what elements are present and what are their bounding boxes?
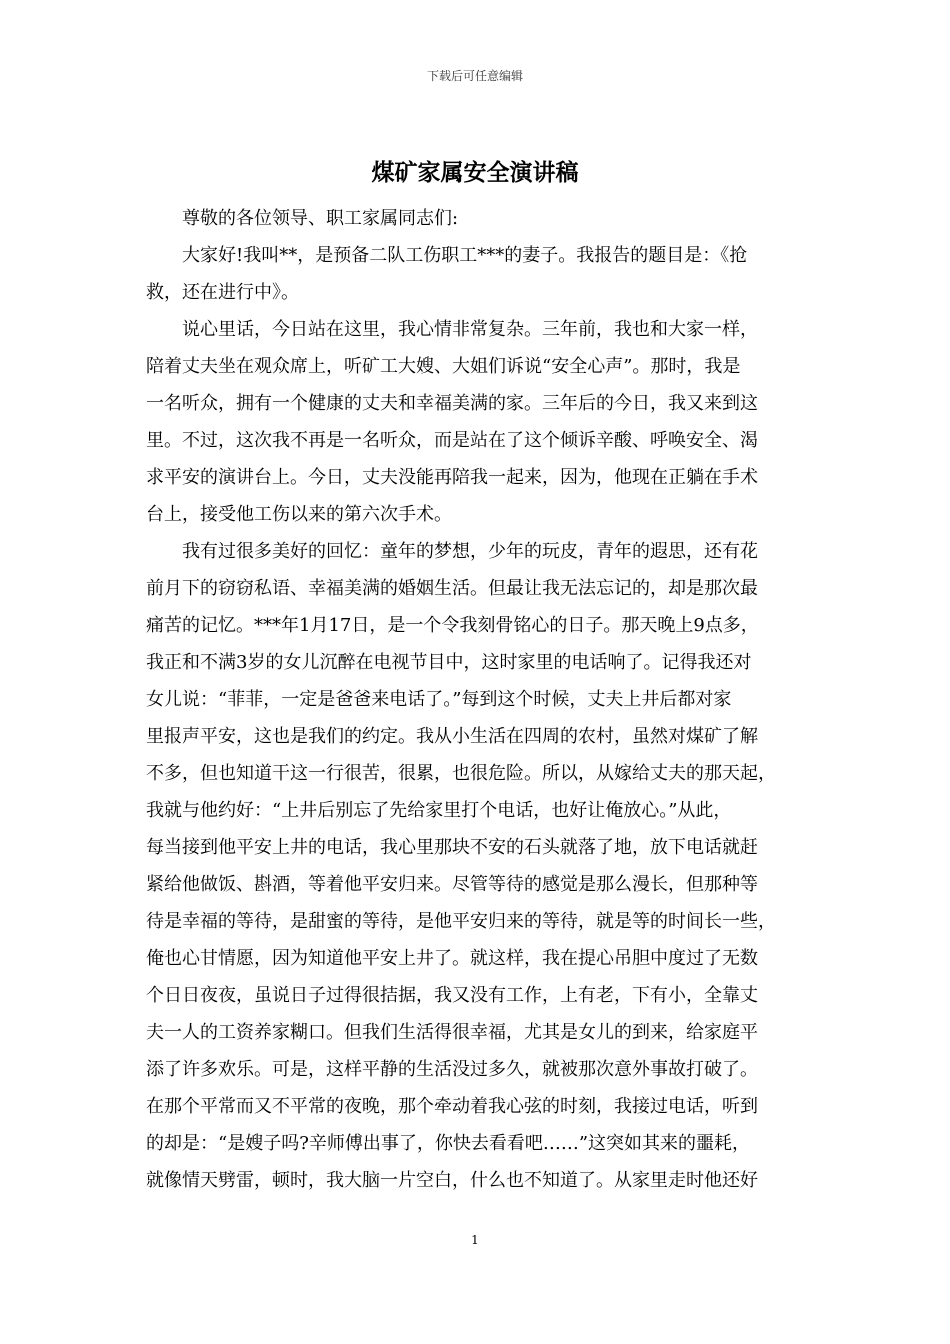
text-line: 俺也心甘情愿，因为知道他平安上井了。就这样，我在提心吊胆中度过了无数 (146, 948, 758, 969)
text-line: 每当接到他平安上井的电话，我心里那块不安的石头就落了地，放下电话就赶 (146, 837, 758, 858)
text-line: 痛苦的记忆。***年1月17日，是一个令我刻骨铭心的日子。那天晚上9点多， (146, 615, 759, 636)
text-line: 个日日夜夜，虽说日子过得很拮据，我又没有工作，上有老，下有小，全靠丈 (146, 985, 758, 1006)
text-line: 台上，接受他工伤以来的第六次手术。 (146, 504, 452, 525)
text-line: 陪着丈夫坐在观众席上，听矿工大嫂、大姐们诉说“安全心声”。那时，我是 (146, 356, 741, 377)
text-line: 不多，但也知道干这一行很苦，很累，也很危险。所以，从嫁给丈夫的那天起， (146, 763, 776, 784)
text-line: 救，还在进行中》。 (146, 282, 299, 303)
text-line: 说心里话，今日站在这里，我心情非常复杂。三年前，我也和大家一样， (182, 319, 758, 340)
text-line: 尊敬的各位领导、职工家属同志们: (182, 208, 459, 229)
text-line: 就像情天劈雷，顿时，我大脑一片空白，什么也不知道了。从家里走时他还好 (146, 1170, 758, 1191)
text-line: 我正和不满3岁的女儿沉醉在电视节目中，这时家里的电话响了。记得我还对 (146, 652, 752, 673)
document-title: 煤矿家属安全演讲稿 (371, 160, 579, 186)
text-line: 的却是：“是嫂子吗?辛师傅出事了，你快去看看吧……”这突如其来的噩耗， (146, 1133, 751, 1154)
page-number: 1 (471, 1233, 479, 1247)
text-line: 求平安的演讲台上。今日，丈夫没能再陪我一起来，因为，他现在正躺在手术 (146, 467, 758, 488)
text-line: 前月下的窃窃私语、幸福美满的婚姻生活。但最让我无法忘记的，却是那次最 (146, 578, 758, 599)
document-body (146, 200, 818, 1199)
text-line: 我就与他约好：“上井后别忘了先给家里打个电话，也好让俺放心。”从此， (146, 800, 732, 821)
page-header: 下载后可任意编辑 (426, 69, 523, 83)
text-line: 我有过很多美好的回忆：童年的梦想，少年的玩皮，青年的遐思，还有花 (182, 541, 758, 562)
text-line: 添了许多欢乐。可是，这样平静的生活没过多久，就被那次意外事故打破了。 (146, 1059, 758, 1080)
text-line: 里。不过，这次我不再是一名听众，而是站在了这个倾诉辛酸、呼唤安全、渴 (146, 430, 758, 451)
text-line: 夫一人的工资养家糊口。但我们生活得很幸福，尤其是女儿的到来，给家庭平 (146, 1022, 758, 1043)
text-line: 紧给他做饭、斟酒，等着他平安归来。尽管等待的感觉是那么漫长，但那种等 (146, 874, 758, 895)
text-line: 一名听众，拥有一个健康的丈夫和幸福美满的家。三年后的今日，我又来到这 (146, 393, 758, 414)
text-line: 里报声平安，这也是我们的约定。我从小生活在四周的农村，虽然对煤矿了解 (146, 726, 758, 747)
text-line: 大家好!我叫**，是预备二队工伤职工***的妻子。我报告的题目是：《抢 (182, 245, 748, 266)
text-line: 女儿说：“菲菲，一定是爸爸来电话了。”每到这个时候，丈夫上井后都对家 (146, 689, 732, 710)
text-line: 待是幸福的等待，是甜蜜的等待，是他平安归来的等待，就是等的时间长一些， (146, 911, 776, 932)
text-line: 在那个平常而又不平常的夜晚，那个牵动着我心弦的时刻，我接过电话，听到 (146, 1096, 758, 1117)
